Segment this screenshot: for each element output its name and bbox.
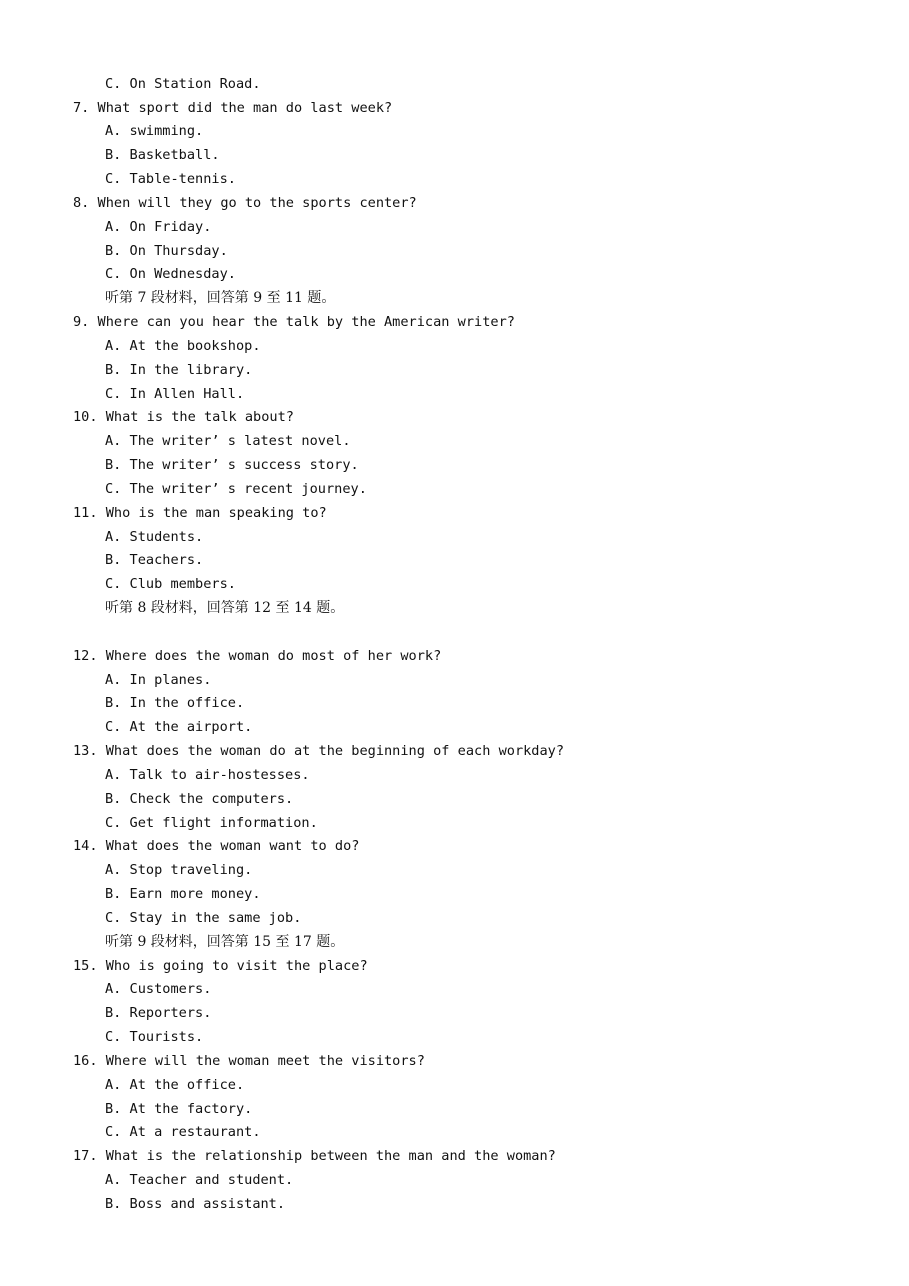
answer-option: B. Check the computers. bbox=[105, 791, 294, 807]
answer-option: B. In the library. bbox=[105, 362, 253, 378]
answer-option: C. On Wednesday. bbox=[105, 266, 236, 282]
question-text: 17. What is the relationship between the man and the woman? bbox=[73, 1148, 556, 1164]
answer-option: C. Get flight information. bbox=[105, 815, 318, 831]
answer-option: B. Boss and assistant. bbox=[105, 1196, 286, 1212]
question-text: 11. Who is the man speaking to? bbox=[73, 505, 327, 521]
answer-option: B. On Thursday. bbox=[105, 243, 228, 259]
answer-option: C. At a restaurant. bbox=[105, 1124, 261, 1140]
answer-option: B. Reporters. bbox=[105, 1005, 212, 1021]
answer-option: C. Club members. bbox=[105, 576, 236, 592]
answer-option: C. In Allen Hall. bbox=[105, 386, 245, 402]
question-text: 7. What sport did the man do last week? bbox=[73, 100, 393, 116]
question-text: 13. What does the woman do at the beginning of each workday? bbox=[73, 743, 565, 759]
answer-option: B. Earn more money. bbox=[105, 886, 261, 902]
answer-option: A. Talk to air-hostesses. bbox=[105, 767, 310, 783]
answer-option: B. The writer’ s success story. bbox=[105, 457, 359, 473]
section-instruction: 听第 9 段材料，回答第 15 至 17 题。 bbox=[105, 934, 345, 950]
question-text: 12. Where does the woman do most of her work? bbox=[73, 648, 442, 664]
question-text: 16. Where will the woman meet the visitors? bbox=[73, 1053, 425, 1069]
question-text: 14. What does the woman want to do? bbox=[73, 838, 360, 854]
answer-option: C. Table-tennis. bbox=[105, 171, 236, 187]
section-instruction: 听第 7 段材料，回答第 9 至 11 题。 bbox=[105, 290, 336, 306]
question-text: 15. Who is going to visit the place? bbox=[73, 958, 368, 974]
section-instruction: 听第 8 段材料，回答第 12 至 14 题。 bbox=[105, 600, 345, 616]
answer-option: C. The writer’ s recent journey. bbox=[105, 481, 367, 497]
answer-option: C. Stay in the same job. bbox=[105, 910, 302, 926]
answer-option: B. Basketball. bbox=[105, 147, 220, 163]
answer-option: A. Teacher and student. bbox=[105, 1172, 294, 1188]
answer-option: B. At the factory. bbox=[105, 1101, 253, 1117]
answer-option: A. Stop traveling. bbox=[105, 862, 253, 878]
answer-option: B. Teachers. bbox=[105, 552, 204, 568]
answer-option: C. Tourists. bbox=[105, 1029, 204, 1045]
answer-option: A. swimming. bbox=[105, 123, 204, 139]
answer-option: A. At the office. bbox=[105, 1077, 245, 1093]
answer-option: B. In the office. bbox=[105, 695, 245, 711]
answer-option: A. Students. bbox=[105, 529, 204, 545]
answer-option: A. On Friday. bbox=[105, 219, 212, 235]
answer-option: A. Customers. bbox=[105, 981, 212, 997]
question-text: 8. When will they go to the sports center? bbox=[73, 195, 417, 211]
answer-option: A. In planes. bbox=[105, 672, 212, 688]
answer-option: A. The writer’ s latest novel. bbox=[105, 433, 351, 449]
answer-option: C. On Station Road. bbox=[105, 76, 261, 92]
answer-option: C. At the airport. bbox=[105, 719, 253, 735]
question-text: 9. Where can you hear the talk by the American writer? bbox=[73, 314, 515, 330]
question-text: 10. What is the talk about? bbox=[73, 409, 294, 425]
answer-option: A. At the bookshop. bbox=[105, 338, 261, 354]
